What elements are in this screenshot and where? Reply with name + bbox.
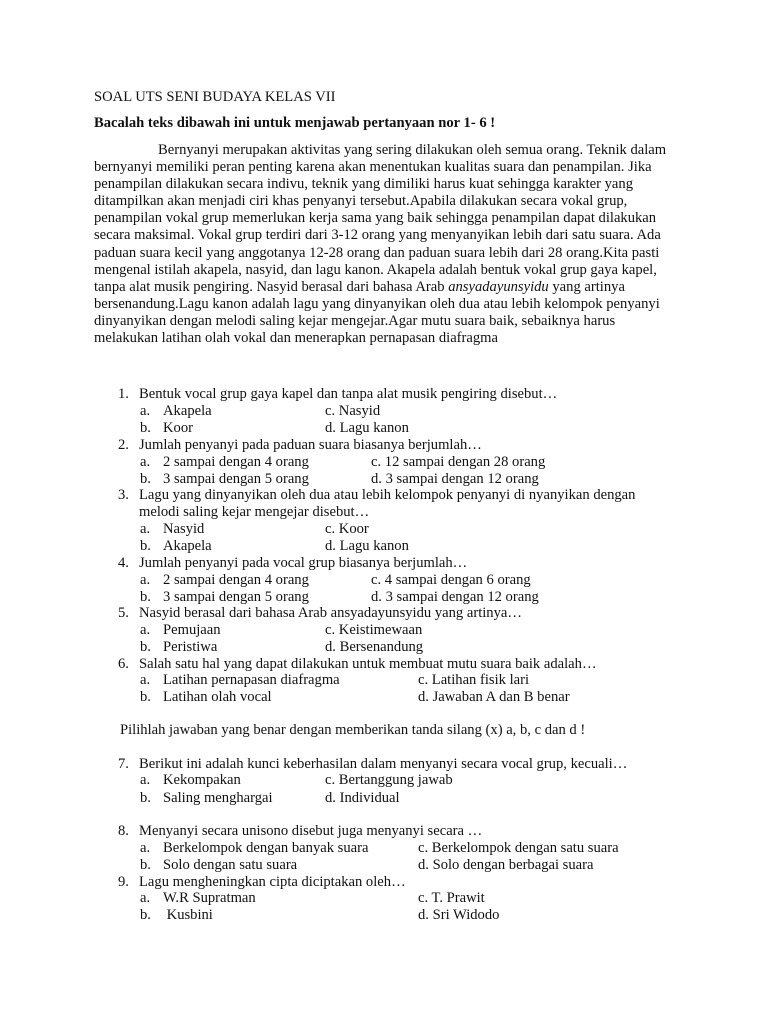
option-d: d. Solo dengan berbagai suara xyxy=(418,857,594,873)
question-text: Lagu yang dinyanyikan oleh dua atau lebih kelompok penyanyi di nyanyikan dengan melodi saling kejar mengejar disebut… xyxy=(139,487,636,520)
question-8 xyxy=(118,823,678,840)
question-text: Nasyid berasal dari bahasa Arab ansyadayunsyidu yang artinya… xyxy=(139,605,522,621)
page-title: SOAL UTS SENI BUDAYA KELAS VII xyxy=(94,89,336,105)
question-number: 7. xyxy=(118,756,129,772)
question-text: Bentuk vocal grup gaya kapel dan tanpa alat musik pengiring disebut… xyxy=(139,386,558,402)
question-4 xyxy=(118,555,678,572)
reading-instruction: Bacalah teks dibawah ini untuk menjawab pertanyaan nor 1- 6 ! xyxy=(94,115,496,131)
option-d: d. Individual xyxy=(325,790,400,806)
question-number: 3. xyxy=(118,487,129,503)
question-2 xyxy=(118,437,678,454)
choice-instruction: Pilihlah jawaban yang benar dengan memberikan tanda silang (x) a, b, c dan d ! xyxy=(120,722,586,738)
option-c: c. 12 sampai dengan 28 orang xyxy=(371,454,546,470)
question-9 xyxy=(118,874,678,891)
question-number: 8. xyxy=(118,823,129,839)
question-number: 6. xyxy=(118,656,129,672)
passage-text-2: yang artinya bersenandung.Lagu kanon adalah lagu yang dinyanyikan oleh dua atau lebih kelompok penyanyi dinyanyikan dengan melodi saling kejar mengejar.Agar mutu suara baik, sebaiknya harus melakukan latihan olah vokal dan menerapkan pernapasan diafragma xyxy=(94,278,660,347)
option-c: c. Bertanggung jawab xyxy=(325,772,453,788)
option-c: c. Berkelompok dengan satu suara xyxy=(418,840,619,856)
question-text: Jumlah penyanyi pada vocal grup biasanya berjumlah… xyxy=(139,555,468,571)
question-text: Salah satu hal yang dapat dilakukan untuk membuat mutu suara baik adalah… xyxy=(139,656,597,672)
option-d: d. Bersenandung xyxy=(325,639,424,655)
option-c: c. Keistimewaan xyxy=(325,622,423,638)
question-text: Menyanyi secara unisono disebut juga menyanyi secara … xyxy=(139,823,483,839)
passage-italic-term: ansyadayunsyidu xyxy=(448,278,549,295)
question-number: 9. xyxy=(118,874,129,890)
option-d: d. 3 sampai dengan 12 orang xyxy=(371,589,539,605)
question-3 xyxy=(118,487,678,521)
option-d: d. 3 sampai dengan 12 orang xyxy=(371,471,539,487)
option-d: d. Lagu kanon xyxy=(325,420,409,436)
option-c: c. Koor xyxy=(325,521,369,537)
question-number: 1. xyxy=(118,386,129,402)
option-c: c. 4 sampai dengan 6 orang xyxy=(371,572,531,588)
question-text: Berikut ini adalah kunci keberhasilan dalam menyanyi secara vocal grup, kecuali… xyxy=(139,756,628,772)
question-1 xyxy=(118,386,678,403)
option-d: d. Sri Widodo xyxy=(418,907,500,923)
passage-text-1: Bernyanyi merupakan aktivitas yang sering dilakukan oleh semua orang. Teknik dalam bernyanyi memiliki peran penting karena akan menentukan kualitas suara dan penampilan. Jika penampilan dilakukan secara indivu, teknik yang dimiliki harus kuat sehingga karakter yang ditampilkan akan menjadi ciri khas penyanyi tersebut.Apabila dilakukan secara vokal grup, penampilan vokal grup memerlukan kerja sama yang baik sehingga penampilan dapat dilakukan secara maksimal. Vokal grup terdiri dari 3-12 orang yang menyanyikan lebih dari satu suara. Ada paduan suara kecil yang anggotanya 12-28 orang dan paduan suara lebih dari 28 orang.Kita pasti mengenal istilah akapela, nasyid, dan lagu kanon. Akapela adalah bentuk vokal grup gaya kapel, tanpa alat musik pengiring. Nasyid berasal dari bahasa Arab xyxy=(94,142,667,295)
option-d: d. Lagu kanon xyxy=(325,538,409,554)
reading-passage xyxy=(94,142,674,347)
question-text: Jumlah penyanyi pada paduan suara biasanya berjumlah… xyxy=(139,437,482,453)
question-6 xyxy=(118,656,678,673)
question-number: 4. xyxy=(118,555,129,571)
option-c: c. Nasyid xyxy=(325,403,381,419)
question-number: 5. xyxy=(118,605,129,621)
option-c: c. Latihan fisik lari xyxy=(418,672,530,688)
option-d: d. Jawaban A dan B benar xyxy=(418,689,570,705)
question-number: 2. xyxy=(118,437,129,453)
question-7 xyxy=(118,756,678,773)
option-c: c. T. Prawit xyxy=(418,890,485,906)
question-text: Lagu mengheningkan cipta diciptakan oleh… xyxy=(139,874,406,890)
document-page: SOAL UTS SENI BUDAYA KELAS VII Bacalah teks dibawah ini untuk menjawab pertanyaan nor 1- 6 ! Bernyanyi merupakan aktivitas yang sering dilakukan oleh semua orang. Teknik dalam bernyanyi memiliki peran penting karena akan menentukan kualitas suara dan penampilan. Jika penampilan dilakukan secara indivu, teknik yang dimiliki harus kuat sehingga karakter yang ditampilkan akan menjadi ciri khas penyanyi tersebut.Apabila dilakukan secara vokal grup, penampilan vokal grup memerlukan kerja sama yang baik sehingga penampilan dapat dilakukan secara maksimal. Vokal grup terdiri dari 3-12 orang yang menyanyikan lebih dari satu suara. Ada paduan suara kecil yang anggotanya 12-28 orang dan paduan suara lebih dari 28 orang.Kita pasti mengenal istilah akapela, nasyid, dan lagu kanon. Akapela adalah bentuk vokal grup gaya kapel, tanpa alat musik pengiring. Nasyid berasal dari bahasa Arab ansyadayunsyidu yang artinya bersenandung.Lagu kanon adalah lagu yang dinyanyikan oleh dua atau lebih kelompok penyanyi dinyanyikan dengan melodi saling kejar mengejar.Agar mutu suara baik, sebaiknya harus melakukan latihan olah vokal dan menerapkan pernapasan diafragma 1. Bentuk vocal grup gaya kapel dan tanpa alat musik pengiring disebut… a. Akapela c. Nasyid b. Koor d. Lagu kanon 2. Jumlah penyanyi pada paduan suara biasanya berjumlah… a. 2 sampai dengan 4 orang c. 12 sampai dengan 28 orang b. 3 sampai dengan 5 orang d. 3 sampai dengan 12 orang 3. Lagu yang dinyanyikan oleh dua atau lebih kelompok penyanyi di nyanyikan dengan melodi saling kejar mengejar disebut… a. Nasyid c. Koor b. Akapela d. Lagu kanon 4. Jumlah penyanyi pada vocal grup biasanya berjumlah… a. 2 sampai dengan 4 orang c. 4 sampai dengan 6 orang b. 3 sampai dengan 5 orang d. 3 sampai dengan 12 orang 5. Nasyid berasal dari bahasa Arab ansyadayunsyidu yang artinya… a. Pemujaan c. Keistimewaan b. Peristiwa d. Bersenandung 6. Salah satu hal yang dapat dilakukan untuk membuat mutu suara baik adalah… a. Latihan pernapasan diafragma c. Latihan fisik lari b. Latihan olah vocal d. Jawaban A dan B benar Pilihlah jawaban yang benar dengan memberikan tanda silang (x) a, b, c dan d ! 7. Berikut ini adalah kunci keberhasilan dalam menyanyi secara vocal grup, kecuali… a. Kekompakan c. Bertanggung jawab b. Saling menghargai d. Individual 8. Menyanyi secara unisono disebut juga menyanyi secara … a. Berkelompok dengan banyak suara c. Berkelompok dengan satu suara b. Solo dengan satu suara d. Solo dengan berbagai suara 9. Lagu mengheningkan cipta diciptakan oleh… a. W.R Supratman c. T. Prawit b. Kusbini d. Sri Widodo xyxy=(0,0,768,1024)
question-5 xyxy=(118,605,678,622)
